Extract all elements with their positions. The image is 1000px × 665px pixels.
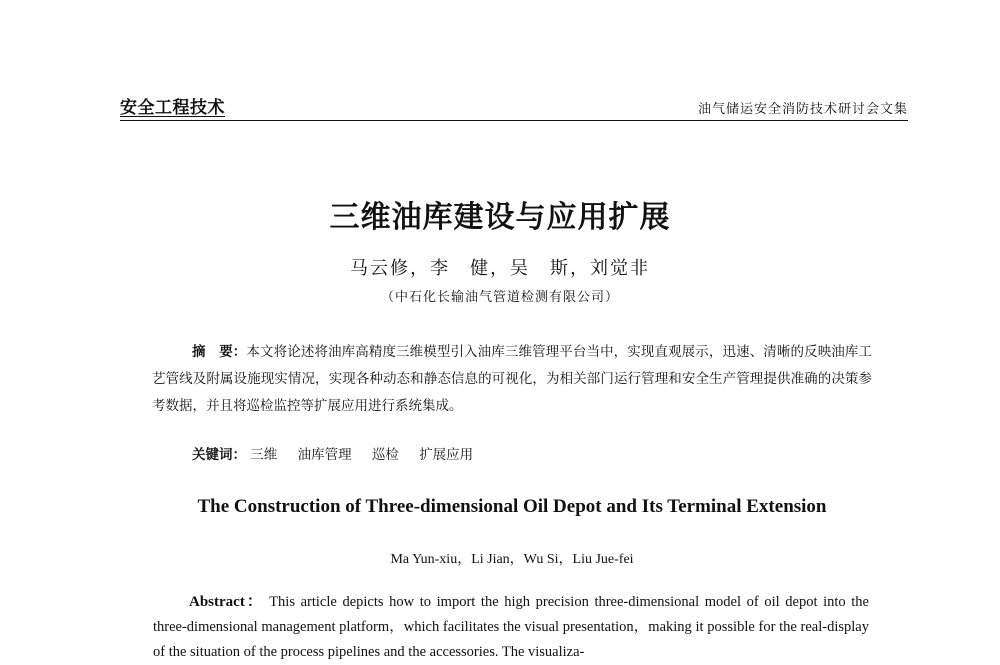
keyword: 巡检 (371, 447, 399, 463)
proceedings-name: 油气储运安全消防技术研讨会文集 (697, 102, 908, 117)
affiliation-cn: （中石化长输油气管道检测有限公司） (380, 290, 619, 305)
abstract-en (153, 590, 869, 665)
authors-cn: 马云修，李 健，吴 斯，刘觉非 (350, 258, 650, 279)
abstract-en-text: This article depicts how to import the high precision three-dimensional model of oil depot into the three-dimensional management platform，which facilitates the visual presentation，making it possible for the real-display of the situation of the process pipelines and the accessories. The visualiza- (153, 594, 869, 660)
keyword: 油库管理 (297, 447, 352, 463)
keywords-cn (192, 443, 489, 463)
abstract-cn-label: 摘 要： (192, 344, 247, 360)
keyword: 扩展应用 (419, 447, 474, 463)
abstract-en-label: Abstract： (189, 594, 264, 610)
abstract-cn-text: 本文将论述将油库高精度三维模型引入油库三维管理平台当中，实现直观展示，迅速、清晰的反映油库工艺管线及附属设施现实情况，实现各种动态和静态信息的可视化，为相关部门运行管理和安全生产管理提供准确的决策参考数据，并且将巡检监控等扩展应用进行系统集成。 (152, 344, 873, 414)
paper-title-en: The Construction of Three-dimensional Oil Depot and Its Terminal Extension (197, 496, 827, 517)
section-name: 安全工程技术 (120, 98, 225, 118)
abstract-cn (152, 339, 872, 420)
running-header (120, 94, 908, 121)
paper-title-cn: 三维油库建设与应用扩展 (329, 200, 671, 235)
keywords-cn-label: 关键词： (192, 447, 246, 463)
keyword: 三维 (250, 447, 278, 463)
authors-en: Ma Yun-xiu，Li Jian，Wu Si，Liu Jue-fei (390, 552, 634, 567)
